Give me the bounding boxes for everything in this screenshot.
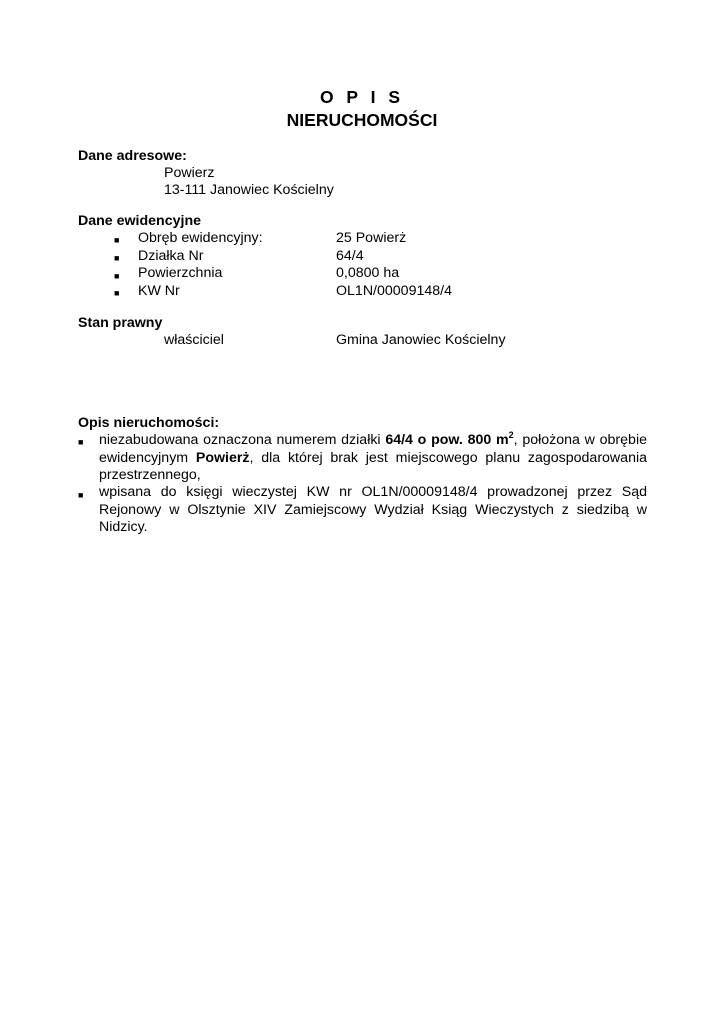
registry-item-value: 25 Powierż [336,230,407,246]
description-paragraph-2: wpisana do księgi wieczystej KW nr OL1N/00009148/4 prowadzonej przez Sąd Rejonowy w Olsztynie XIV Zamiejscowy Wydział Ksiąg Wieczystych z siedzibą w Nidzicy. [99,484,647,536]
document-subtitle: NIERUCHOMOŚCI [286,110,438,130]
registry-item-value: 64/4 [336,248,364,264]
description-paragraph-1 [99,432,647,485]
bullet-icon: ■ [114,235,120,245]
bullet-icon: ■ [114,288,120,298]
bullet-icon: ■ [78,437,84,447]
locality-text: Powierż [195,449,250,466]
description-text: niezabudowana oznaczona numerem działki [99,432,386,448]
address-line-2: 13-111 Janowiec Kościelny [164,182,334,198]
registry-item-label: Działka Nr [138,248,204,264]
registry-item-label: Powierzchnia [138,265,223,281]
bullet-icon: ■ [114,253,120,263]
legal-heading: Stan prawny [78,315,163,331]
address-line-1: Powierz [164,165,215,181]
description-heading: Opis nieruchomości: [78,415,220,431]
superscript: 2 [508,430,514,440]
registry-heading: Dane ewidencyjne [78,213,202,229]
owner-value: Gmina Janowiec Kościelny [336,332,506,348]
bullet-icon: ■ [114,271,120,281]
registry-item-value: 0,0800 ha [336,265,400,281]
registry-item-value: OL1N/00009148/4 [336,283,452,299]
address-heading: Dane adresowe: [78,148,187,164]
bullet-icon: ■ [78,490,84,500]
registry-item-label: KW Nr [138,283,180,299]
description-text: , położona w obrębie ewidencyjnym [99,432,647,466]
description-text: , dla której brak jest miejscowego planu zagospodarowania przestrzennego, [99,449,648,484]
owner-label: właściciel [164,332,224,348]
registry-item-label: Obręb ewidencyjny: [138,230,263,246]
parcel-area-text: 64/4 o pow. 800 m [385,432,509,448]
document-title: O P I S [319,87,405,107]
